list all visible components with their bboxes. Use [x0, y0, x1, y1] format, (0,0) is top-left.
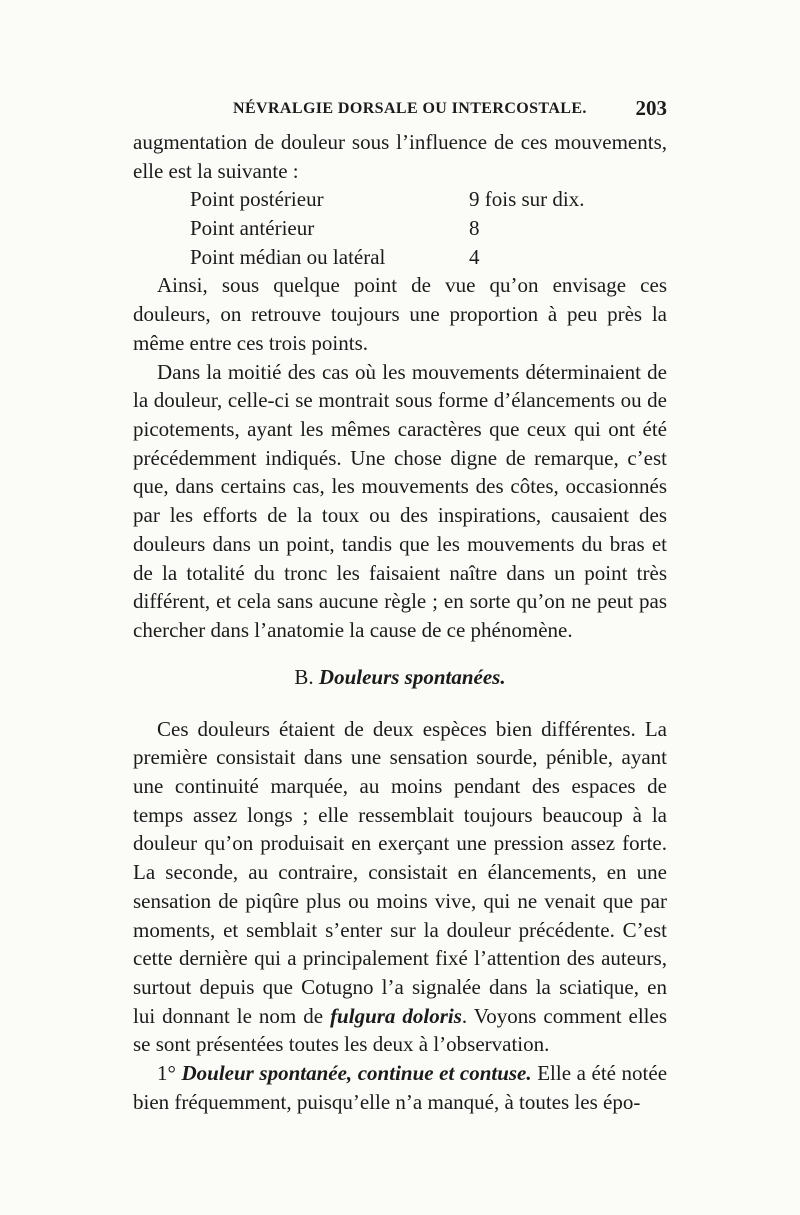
subsection-title: Douleur spontanée, continue et contuse. — [181, 1061, 532, 1086]
stat-label: Point postérieur — [190, 187, 324, 212]
page-header — [133, 96, 667, 124]
stat-value: 4 — [469, 244, 480, 269]
paragraph-subsection-text: Elle a été notée bien fréquemment, puisqu’elle n’a manqué, à toutes les épo- — [133, 1061, 668, 1114]
stat-value: 8 — [469, 216, 480, 241]
stat-row — [133, 214, 667, 243]
paragraph-especes-part2: . Voyons comment elles se sont présentées toutes les deux à l’observation. — [133, 1003, 667, 1057]
section-heading — [133, 653, 667, 715]
paragraph-ainsi: Ainsi, sous quelque point de vue qu’on envisage ces douleurs, on retrouve toujours une proportion à peu près la même entre ces trois points. — [133, 273, 667, 355]
paragraph-especes-part1: Ces douleurs étaient de deux espèces bien différentes. La première consistait dans une sensation sourde, pénible, ayant une continuité marquée, au moins pendant des espaces de temps assez longs ; elle ressemblait toujours beaucoup à la douleur qu’on produisait en exerçant une pression assez forte. La seconde, au contraire, consistait en élancements, en une sensation de piqûre plus ou moins vive, qui ne venait que par moments, et semblait s’enter sur la douleur précédente. C’est cette dernière qui a principalement fixé l’attention des auteurs, surtout depuis que Cotugno l’a signalée dans la sciatique, en lui donnant le nom de — [133, 716, 667, 1028]
running-head: NÉVRALGIE DORSALE OU INTERCOSTALE. — [233, 100, 587, 117]
paragraph-intro-line2: elle est la suivante : — [133, 158, 299, 183]
stat-row — [133, 185, 667, 214]
paragraph-intro-line1: augmentation de douleur sous l’influence de ces mouvements, — [133, 130, 667, 154]
page-body — [133, 128, 667, 1116]
page-number: 203 — [635, 96, 667, 120]
spacer — [133, 645, 667, 653]
paragraph-subsection — [133, 1059, 667, 1116]
fulgura-doloris-term: fulgura doloris — [330, 1003, 462, 1028]
subsection-number: 1° — [157, 1061, 176, 1086]
stat-row — [133, 243, 667, 272]
section-title: Douleurs spontanées. — [318, 664, 506, 689]
stats-list — [133, 185, 667, 271]
paragraph-especes — [133, 715, 667, 1059]
paragraph-moitie: Dans la moitié des cas où les mouvements déterminaient de la douleur, celle-ci se montrait sous forme d’élancements ou de picotements, ayant les mêmes caractères que ceux qui ont été précédemment indiqués. Une chose digne de remarque, c’est que, dans certains cas, les mouvements des côtes, occasionnés par les efforts de la toux ou des inspirations, causaient des douleurs dans un point, tandis que les mouvements du bras et de la totalité du tronc les faisaient naître dans un point très différent, et cela sans aucune règle ; en sorte qu’on ne peut pas chercher dans l’anatomie la cause de ce phénomène. — [133, 359, 667, 642]
stat-value: 9 fois sur dix. — [469, 187, 585, 212]
stat-label: Point antérieur — [190, 216, 315, 241]
stat-label: Point médian ou latéral — [190, 244, 386, 269]
section-letter: B. — [294, 664, 314, 689]
